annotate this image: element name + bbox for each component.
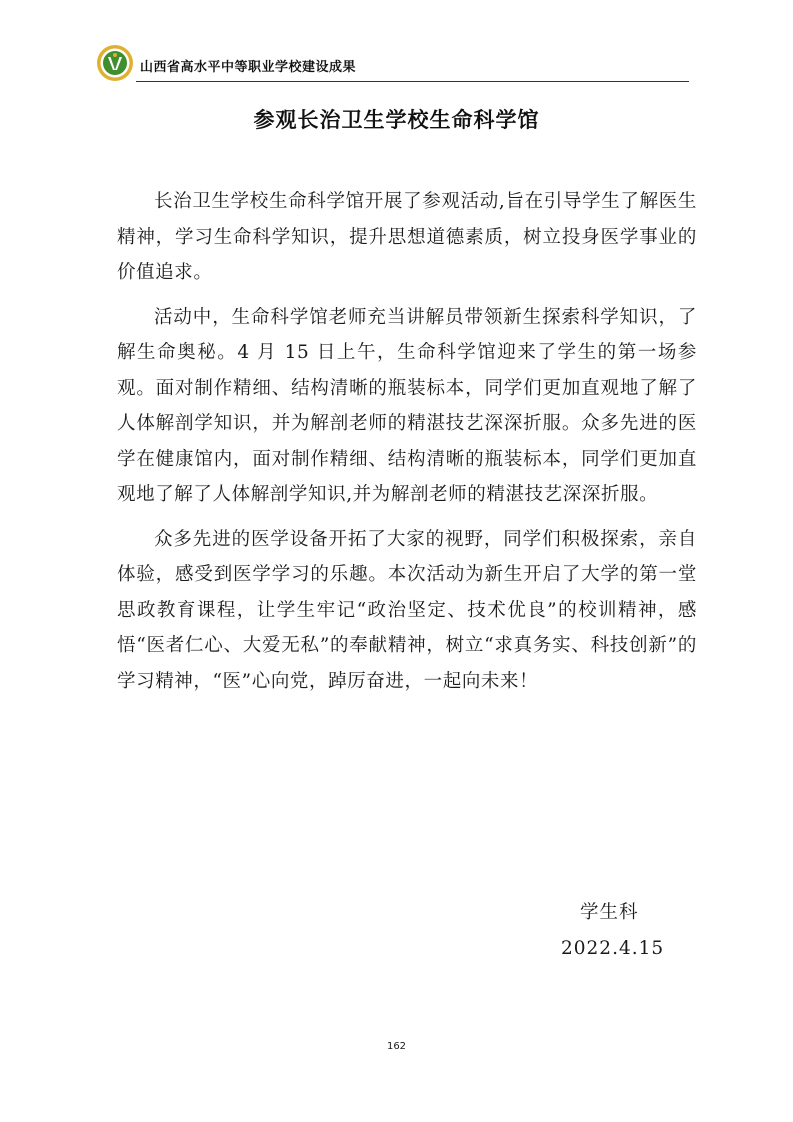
header-title: 山西省高水平中等职业学校建设成果 <box>140 60 357 75</box>
paragraph-1: 长治卫生学校生命科学馆开展了参观活动,旨在引导学生了解医生精神，学习生命科学知识，提升思想道德素质，树立投身医学事业的价值追求。 <box>117 191 697 283</box>
signature-date: 2022.4.15 <box>561 938 665 959</box>
page-header <box>96 44 696 84</box>
header-divider <box>136 81 689 82</box>
article-title: 参观长治卫生学校生命科学馆 <box>253 108 540 132</box>
page-number: 162 <box>386 1041 407 1052</box>
school-emblem-icon <box>96 44 134 82</box>
article-body <box>117 184 697 708</box>
signature-department: 学生科 <box>580 902 639 923</box>
paragraph-3: 众多先进的医学设备开拓了大家的视野，同学们积极探索，亲自体验，感受到医学学习的乐趣。本次活动为新生开启了大学的第一堂思政教育课程，让学生牢记“政治坚定、技术优良”的校训精神，感悟“医者仁心、大爱无私”的奉献精神，树立“求真务实、科技创新”的学习精神，“医”心向党，踔厉奋进，一起向未来！ <box>117 528 697 692</box>
paragraph-2: 活动中，生命科学馆老师充当讲解员带领新生探索科学知识，了解生命奥秘。4 月 15 日上午，生命科学馆迎来了学生的第一场参观。面对制作精细、结构清晰的瓶装标本，同学们更加直观地了解了人体解剖学知识，并为解剖老师的精湛技艺深深折服。众多先进的医学在健康馆内，面对制作精细、结构清晰的瓶装标本，同学们更加直观地了解了人体解剖学知识,并为解剖老师的精湛技艺深深折服。 <box>117 306 697 505</box>
